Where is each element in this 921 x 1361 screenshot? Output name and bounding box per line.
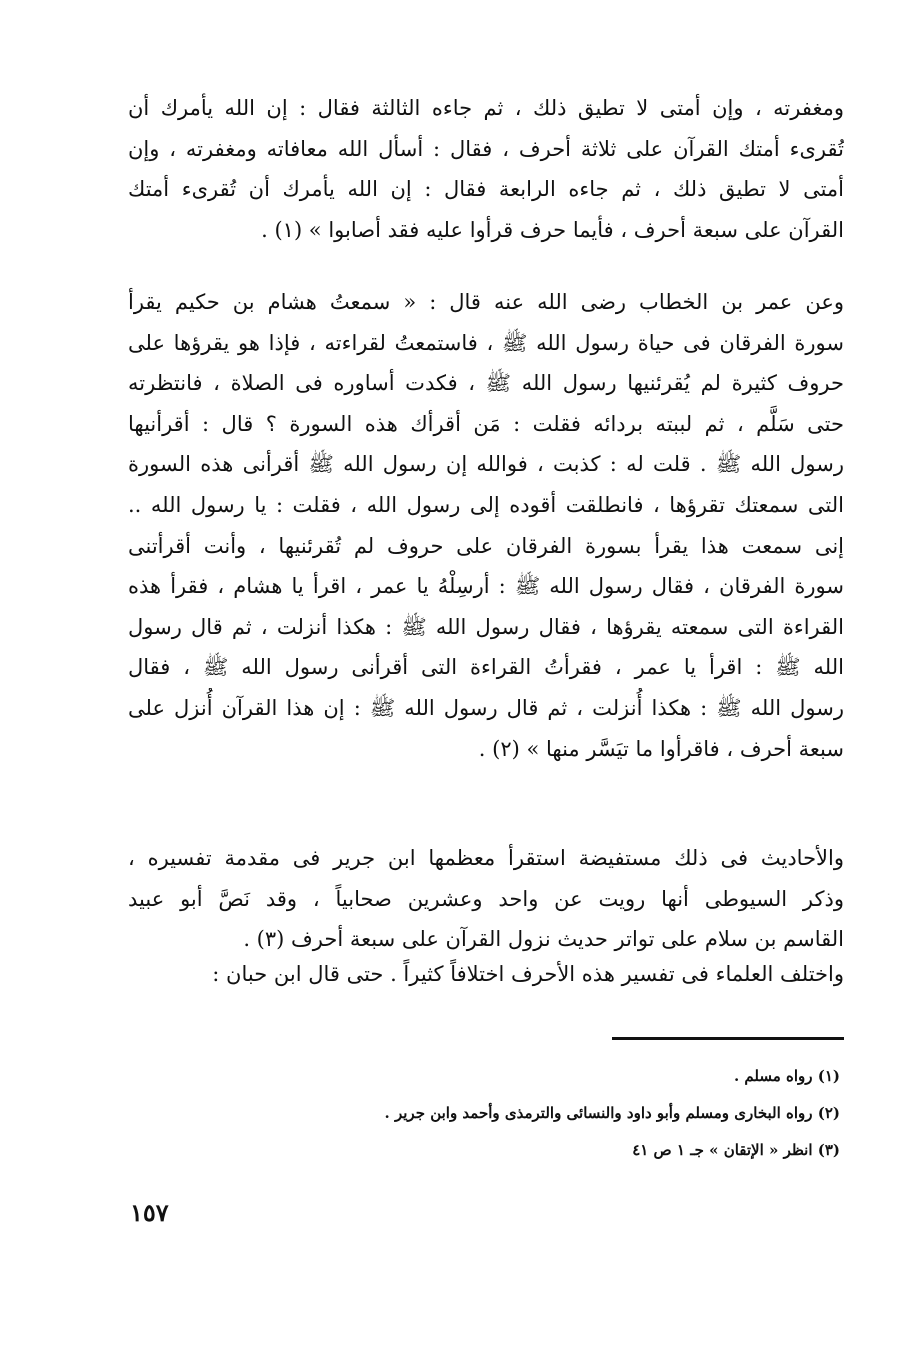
text-line: وعن عمر بن الخطاب رضى الله عنه قال : « سمعتُ هشام بن حكيم يقرأ (128, 290, 844, 314)
footnotes (200, 1058, 840, 1169)
paragraph-2 (128, 282, 844, 769)
paragraph-4 (128, 954, 844, 995)
text-line: حروف كثيرة لم يُقرئنيها رسول الله ﷺ ، فكدت أساوره فى الصلاة ، فانتظرته (128, 371, 844, 396)
paragraph-3 (128, 838, 844, 960)
text-line: والأحاديث فى ذلك مستفيضة استقرأ معظمها ابن جرير فى مقدمة تفسيره ، (128, 846, 844, 870)
footnote-2: (٢) رواه البخارى ومسلم وأبو داود والنسائى والترمذى وأحمد وابن جرير . (384, 1104, 840, 1122)
text-line: حتى سَلَّم ، ثم لببته بردائه فقلت : مَن أقرأك هذه السورة ؟ قال : أقرأنيها (128, 411, 844, 436)
text-line: واختلف العلماء فى تفسير هذه الأحرف اختلافاً كثيراً . حتى قال ابن حبان : (212, 962, 844, 986)
page-number: ١٥٧ (130, 1198, 169, 1227)
text-line: أمتى لا تطيق ذلك ، ثم جاءه الرابعة فقال : إن الله يأمرك أن تُقرىء أمتك (128, 177, 844, 202)
text-line: سورة الفرقان ، فقال رسول الله ﷺ : أرسِلْهُ يا عمر ، اقرأ يا هشام ، فقرأ هذه (128, 574, 844, 599)
text-line: رسول الله ﷺ . قلت له : كذبت ، فوالله إن رسول الله ﷺ أقرأنى هذه السورة (128, 452, 844, 477)
text-line: رسول الله ﷺ : هكذا أُنزلت ، ثم قال رسول الله ﷺ : إن هذا القرآن أُنزل على (128, 695, 844, 720)
footnote-1: (١) رواه مسلم . (733, 1067, 840, 1085)
text-line: القراءة التى سمعته يقرؤها ، فقال رسول الله ﷺ : هكذا أنزلت ، ثم قال رسول (128, 614, 844, 639)
text-line: وذكر السيوطى أنها رويت عن واحد وعشرين صحابياً ، وقد نَصَّ أبو عبيد (128, 886, 844, 911)
footnote-3: (٣) انظر « الإتقان » جـ ١ ص ٤١ (632, 1141, 840, 1159)
text-line: سبعة أحرف ، فاقرأوا ما تيَسَّر منها » (٢) . (478, 736, 844, 761)
text-line: القاسم بن سلام على تواتر حديث نزول القرآن على سبعة أحرف (٣) . (243, 927, 844, 952)
text-line: ومغفرته ، وإن أمتى لا تطيق ذلك ، ثم جاءه الثالثة فقال : إن الله يأمرك أن (128, 96, 844, 120)
text-line: سورة الفرقان فى حياة رسول الله ﷺ ، فاستمعتُ لقراءته ، فإذا هو يقرؤها على (128, 330, 844, 355)
text-line: تُقرىء أمتك القرآن على ثلاثة أحرف ، فقال : أسأل الله معافاته ومغفرته ، وإن (128, 136, 844, 161)
text-line: إنى سمعت هذا يقرأ بسورة الفرقان على حروف لم تُقرئنيها ، وأنت أقرأتنى (128, 533, 844, 558)
text-line: الله ﷺ : اقرأ يا عمر ، فقرأتُ القراءة التى أقرأنى رسول الله ﷺ ، فقال (128, 655, 844, 680)
footnote-divider (612, 1037, 844, 1040)
text-line: التى سمعتك تقرؤها ، فانطلقت أقوده إلى رسول الله ، فقلت : يا رسول الله .. (128, 492, 844, 517)
paragraph-1 (128, 88, 844, 250)
text-line: القرآن على سبعة أحرف ، فأيما حرف قرأوا عليه فقد أصابوا » (١) . (261, 217, 844, 242)
